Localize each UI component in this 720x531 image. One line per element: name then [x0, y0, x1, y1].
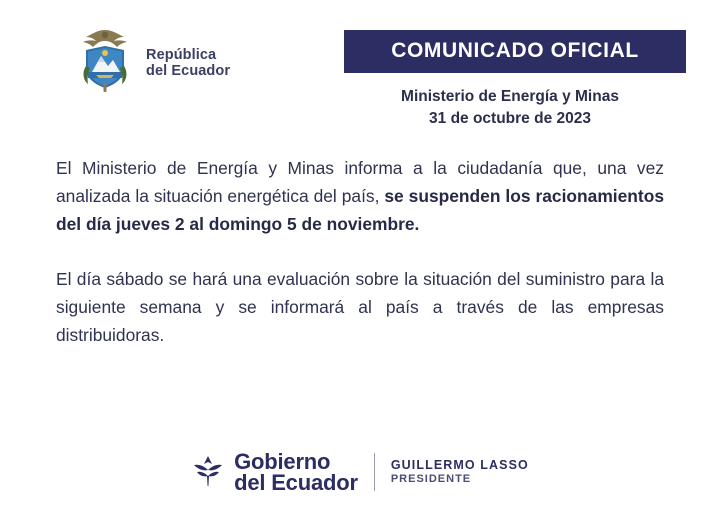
brand-line-2: del Ecuador — [146, 63, 231, 79]
gobierno-del-ecuador-logo — [191, 448, 358, 495]
republic-brand — [34, 26, 334, 94]
logo-line-1: Gobierno — [234, 448, 331, 474]
paragraph-1-emphasis: se suspenden los racionamientos del día jueves 2 al domingo 5 de noviembre. — [56, 186, 664, 235]
logo-line-2: del Ecuador — [234, 470, 358, 495]
document-header — [0, 0, 720, 128]
footer-lockup — [191, 448, 529, 495]
brand-line-1: República — [146, 46, 217, 63]
header-subtitle — [334, 86, 686, 131]
ministry-name: Ministerio de Energía y Minas — [401, 88, 619, 105]
paragraph-1-text: El Ministerio de Energía y Minas informa a la ciudadanía que, una vez analizada la situación energética del país, — [56, 158, 664, 207]
official-signature-block — [391, 458, 529, 486]
republic-brand-text — [146, 41, 230, 79]
official-role: PRESIDENTE — [390, 472, 472, 485]
document-body — [0, 128, 720, 349]
footer-divider — [374, 453, 375, 491]
official-name: GUILLERMO LASSO — [390, 457, 529, 472]
header-title-block — [334, 26, 686, 131]
paragraph-1 — [56, 154, 664, 239]
bottom-strip — [0, 521, 720, 531]
document-date: 31 de octubre de 2023 — [429, 110, 591, 128]
gobierno-del-ecuador-wordmark — [234, 448, 358, 495]
document-footer — [0, 413, 720, 531]
gobierno-del-ecuador-logo-icon — [191, 454, 225, 490]
banner-title: COMUNICADO OFICIAL — [344, 30, 686, 73]
ecuador-coat-of-arms-icon — [74, 26, 136, 94]
paragraph-2: El día sábado se hará una evaluación sobre la situación del suministro para la siguiente semana y se informará al país a través de las empresas distribuidoras. — [56, 268, 664, 345]
